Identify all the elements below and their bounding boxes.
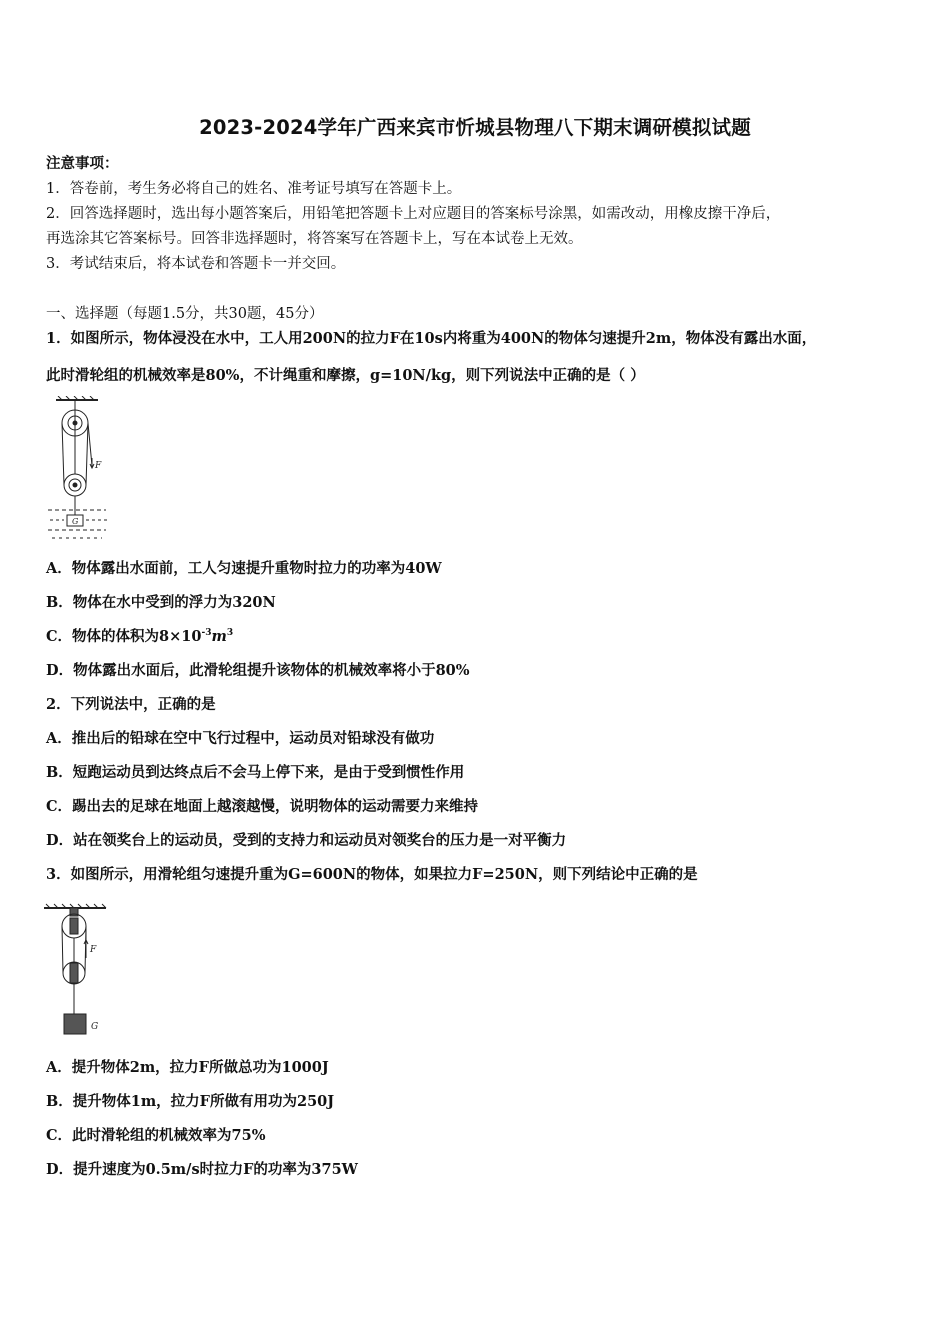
notice-item-3: 3．考试结束后，将本试卷和答题卡一并交回。 [46, 256, 346, 272]
q3-option-a: A．提升物体2m，拉力F所做总功为1000J [46, 1059, 329, 1076]
q1-pulley-figure [46, 396, 112, 544]
q3-figure-label-F: F [90, 945, 97, 955]
q2-option-c: C．踢出去的足球在地面上越滚越慢，说明物体的运动需要力来维持 [46, 798, 479, 815]
q3-pulley-figure [42, 902, 108, 1036]
q1-option-c-unit: m [211, 628, 227, 645]
q1-option-a: A．物体露出水面前，工人匀速提升重物时拉力的功率为40W [46, 560, 442, 577]
q2-option-b: B．短跑运动员到达终点后不会马上停下来，是由于受到惯性作用 [46, 764, 465, 781]
q1-option-c-text: C．物体的体积为8×10 [46, 628, 202, 645]
q1-option-c [46, 625, 916, 646]
q3-option-c: C．此时滑轮组的机械效率为75% [46, 1127, 266, 1144]
q3-stem: 3．如图所示，用滑轮组匀速提升重为G=600N的物体，如果拉力F=250N，则下列结论中正确的是 [46, 866, 698, 883]
q1-option-c-exponent: -3 [201, 628, 212, 639]
page-title: 2023-2024学年广西来宾市忻城县物理八下期末调研模拟试题 [199, 116, 751, 139]
q1-option-c-unit-exponent: 3 [226, 628, 234, 639]
q1-stem-line1: 1．如图所示，物体浸没在水中，工人用200N的拉力F在10s内将重为400N的物体匀速提升2m，物体没有露出水面， [46, 330, 817, 347]
q3-option-b: B．提升物体1m，拉力F所做有用功为250J [46, 1093, 335, 1110]
q1-figure-label-G: G [72, 517, 79, 526]
q1-option-d: D．物体露出水面后，此滑轮组提升该物体的机械效率将小于80% [46, 662, 470, 679]
section-heading: 一、选择题（每题1.5分，共30题，45分） [46, 306, 324, 322]
q2-stem: 2．下列说法中，正确的是 [46, 696, 216, 713]
q1-figure-label-F: F [95, 461, 102, 471]
q1-stem-line2: 此时滑轮组的机械效率是80%，不计绳重和摩擦，g=10N/kg，则下列说法中正确的是（ ） [46, 367, 645, 384]
q3-option-d: D．提升速度为0.5m/s时拉力F的功率为375W [46, 1161, 358, 1178]
q2-option-a: A．推出后的铅球在空中飞行过程中，运动员对铅球没有做功 [46, 730, 435, 747]
q1-option-b: B．物体在水中受到的浮力为320N [46, 594, 276, 611]
notice-item-1: 1．答卷前，考生务必将自己的姓名、准考证号填写在答题卡上。 [46, 181, 462, 197]
q2-option-d: D．站在领奖台上的运动员，受到的支持力和运动员对领奖台的压力是一对平衡力 [46, 832, 567, 849]
notice-item-2-cont: 再选涂其它答案标号。回答非选择题时，将答案写在答题卡上，写在本试卷上无效。 [46, 231, 583, 247]
notice-heading: 注意事项： [46, 155, 119, 172]
notice-item-2: 2．回答选择题时，选出每小题答案后，用铅笔把答题卡上对应题目的答案标号涂黑，如需改动，用橡皮擦干净后， [46, 206, 781, 222]
q3-figure-label-G: G [91, 1022, 99, 1032]
